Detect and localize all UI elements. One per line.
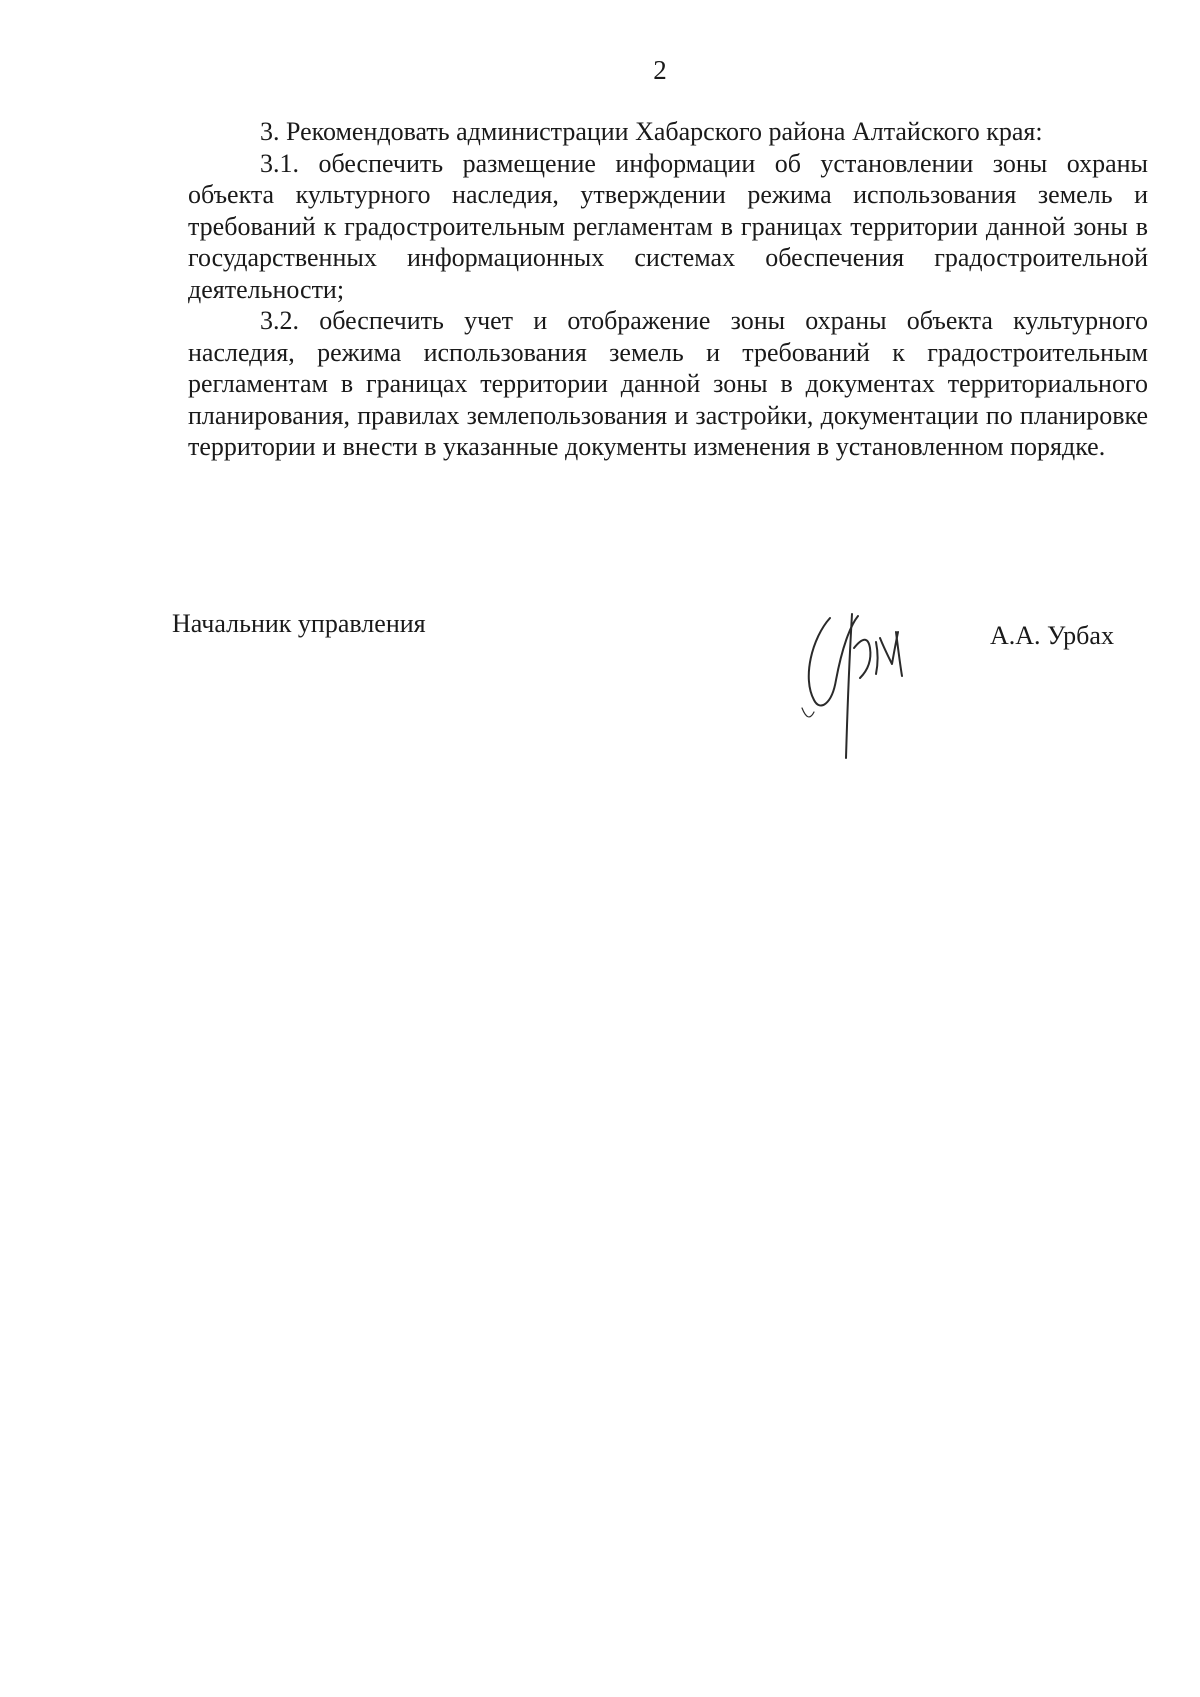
signer-name: А.А. Урбах: [990, 621, 1114, 650]
paragraph-3: 3. Рекомендовать администрации Хабарского района Алтайского края:: [260, 117, 1043, 146]
paragraph-3-1: 3.1. обеспечить размещение информации об установлении зоны охраны объекта культурного наследия, утверждении режима использования земель и требований к градостроительным регламентам в границах территории данной зоны в государственных информационных системах обеспечения градостроительной деятельности;: [188, 148, 1148, 304]
signature-block: [172, 608, 1132, 768]
paragraph-3-2: 3.2. обеспечить учет и отображение зоны охраны объекта культурного наследия, режима использования земель и требований к градостроительным регламентам в границах территории данной зоны в документах территориального планирования, правилах землепользования и застройки, документации по планировке территории и внести в указанные документы изменения в установленном порядке.: [188, 306, 1148, 461]
handwritten-signature: [792, 608, 962, 768]
document-body: [188, 116, 1148, 463]
page-number: 2: [653, 55, 667, 85]
signer-title: Начальник управления: [172, 609, 426, 638]
